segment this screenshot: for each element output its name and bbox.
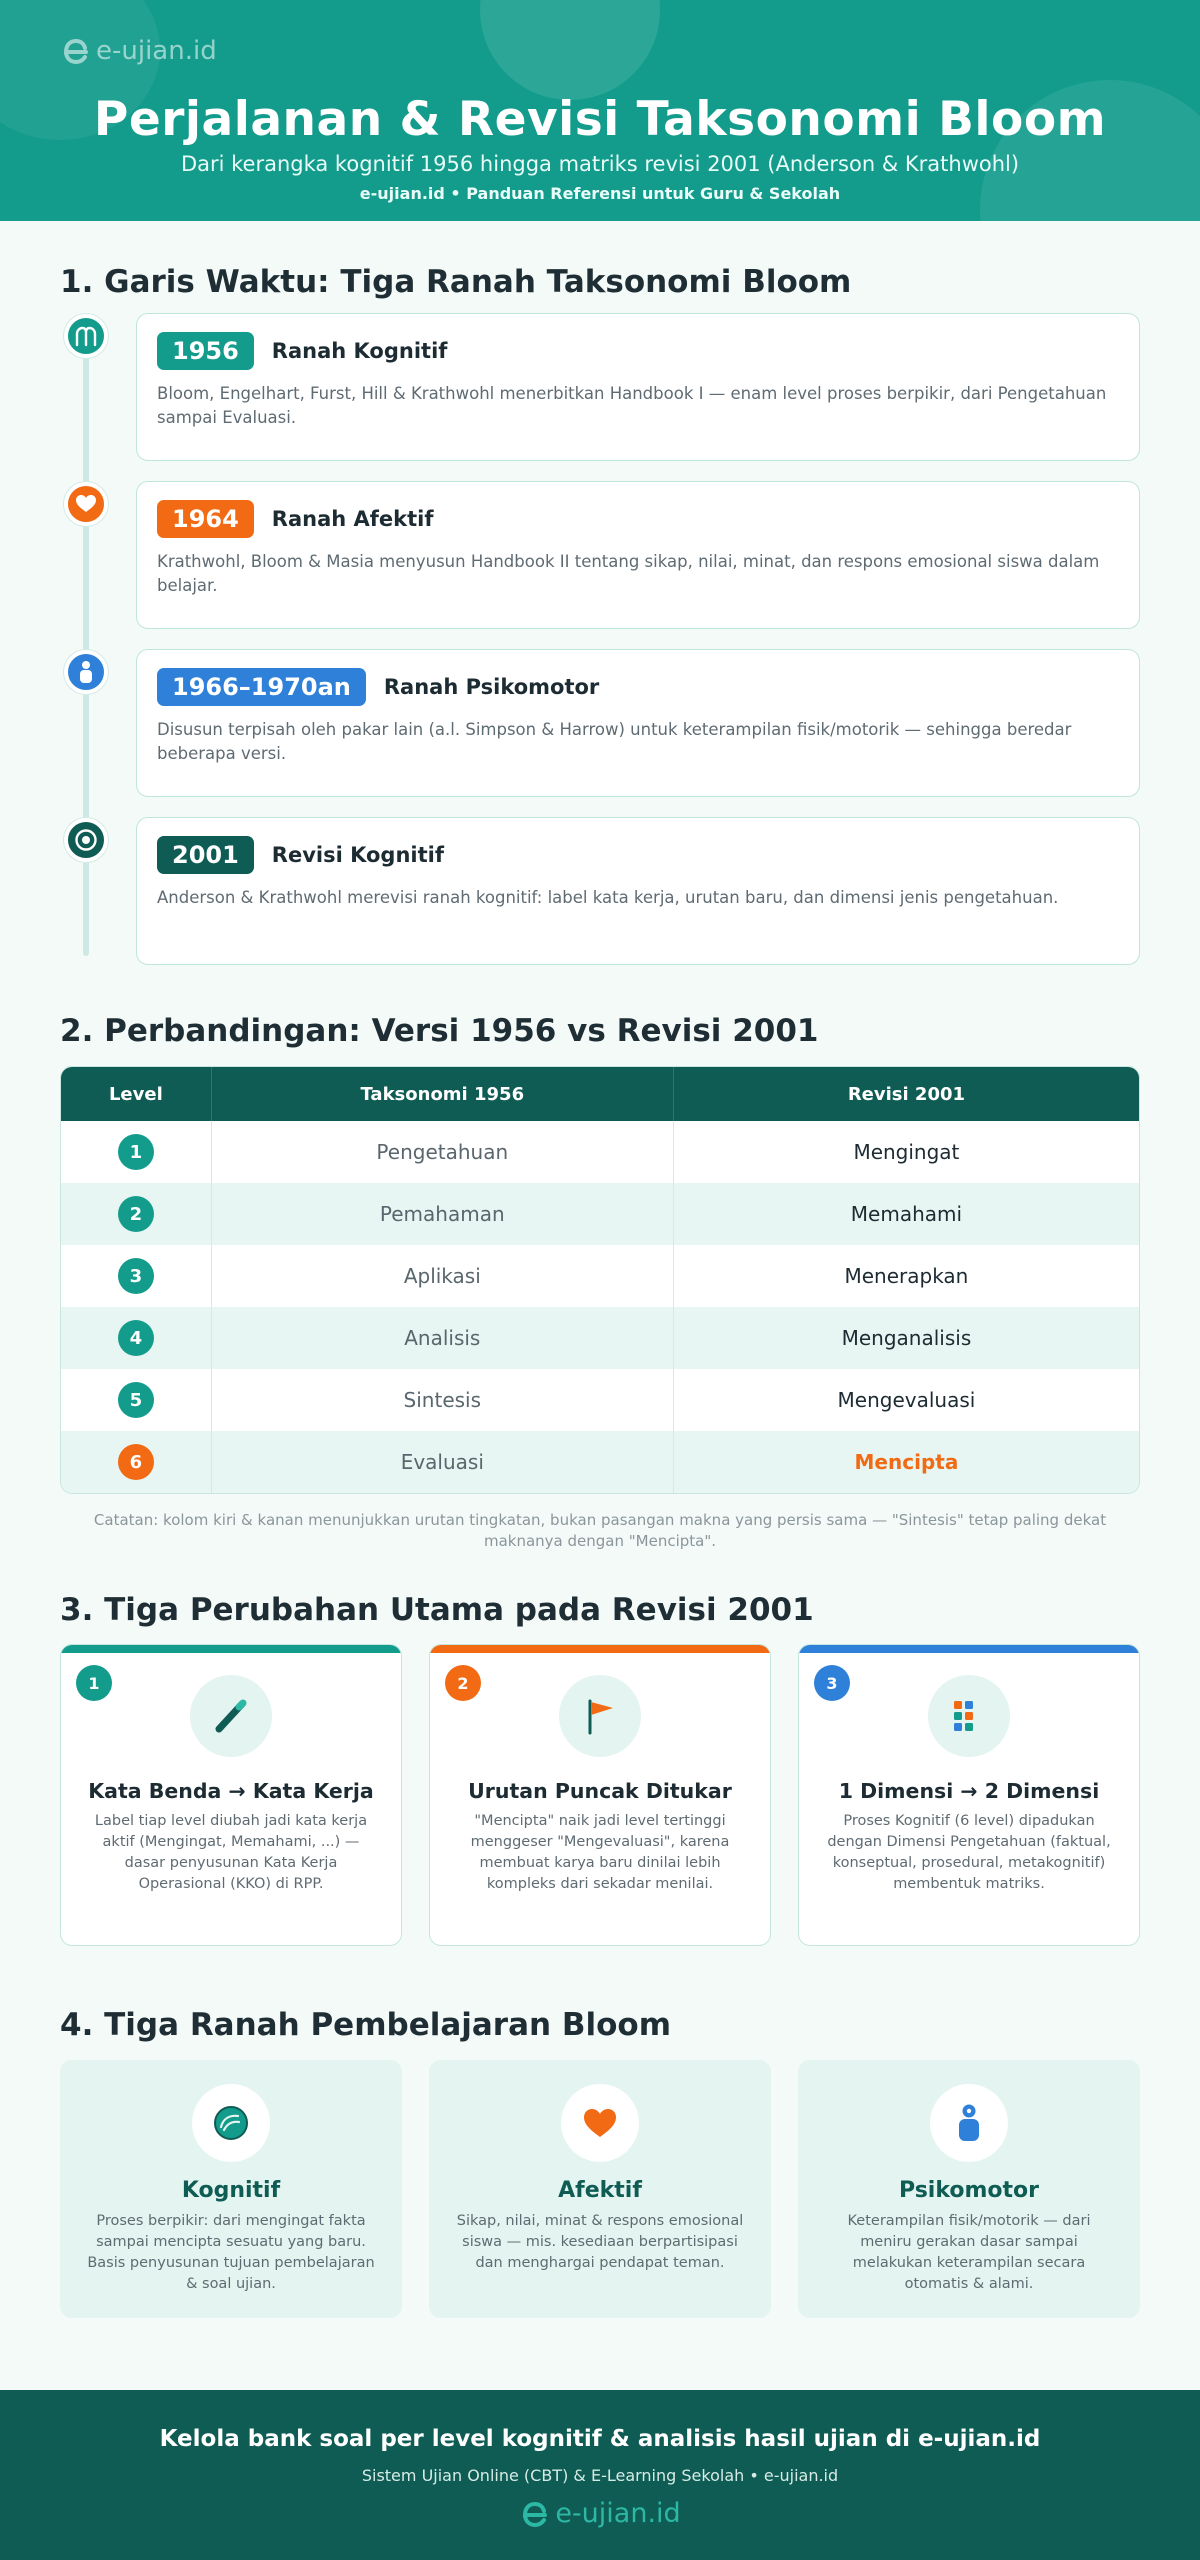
page-meta: e-ujian.id • Panduan Referensi untuk Guru & Sekolah bbox=[359, 184, 841, 203]
change-number-badge: 3 bbox=[814, 1665, 850, 1701]
brain-icon bbox=[73, 325, 99, 347]
change-number-badge: 1 bbox=[76, 1665, 112, 1701]
table-note: Catatan: kolom kiri & kanan menunjukkan urutan tingkatan, bukan pasangan makna yang persis sama — "Sintesis" tetap paling dekat maknanya dengan "Mencipta". bbox=[93, 1511, 1107, 1550]
cell-1956: Pengetahuan bbox=[212, 1121, 674, 1183]
level-badge: 4 bbox=[118, 1320, 154, 1356]
level-badge: 3 bbox=[118, 1258, 154, 1294]
footer-logo[interactable] bbox=[0, 2498, 1200, 2529]
table-header-level: Level bbox=[61, 1067, 212, 1121]
domain-card-psikomotor bbox=[798, 2060, 1140, 2318]
level-cell bbox=[61, 1121, 212, 1183]
table-header-row bbox=[61, 1067, 1139, 1121]
footer-subtitle: Sistem Ujian Online (CBT) & E-Learning Sekolah • e-ujian.id bbox=[361, 2466, 839, 2485]
cell-1956: Aplikasi bbox=[212, 1245, 674, 1307]
logo-text: e-ujian.id bbox=[96, 36, 217, 66]
level-badge: 2 bbox=[118, 1196, 154, 1232]
change-card-accent bbox=[61, 1645, 401, 1653]
person-icon bbox=[955, 2103, 983, 2143]
change-desc: "Mencipta" naik jadi level tertinggi menggeser "Mengevaluasi", karena membuat karya baru dinilai lebih kompleks dari sekadar menilai. bbox=[470, 1813, 730, 1892]
level-badge: 5 bbox=[118, 1382, 154, 1418]
level-cell bbox=[61, 1431, 212, 1493]
timeline-year-badge: 1956 bbox=[157, 332, 254, 370]
cell-2001: Mengevaluasi bbox=[837, 1388, 976, 1412]
heart-icon bbox=[582, 2107, 618, 2139]
table-row bbox=[61, 1307, 1139, 1369]
change-title: Kata Benda → Kata Kerja bbox=[88, 1779, 374, 1803]
domain-icon-circle bbox=[561, 2084, 639, 2162]
page-header bbox=[0, 0, 1200, 221]
comparison-table bbox=[60, 1066, 1140, 1494]
cell-2001: Mengingat bbox=[853, 1140, 960, 1164]
timeline-card bbox=[136, 481, 1140, 629]
page-subtitle: Dari kerangka kognitif 1956 hingga matriks revisi 2001 (Anderson & Krathwohl) bbox=[180, 152, 1020, 176]
domain-icon-circle bbox=[930, 2084, 1008, 2162]
timeline-dot-kognitif bbox=[64, 314, 108, 358]
timeline-dot-revisi bbox=[64, 818, 108, 862]
person-icon bbox=[77, 660, 95, 684]
domain-title: Afektif bbox=[558, 2178, 642, 2203]
table-row bbox=[61, 1431, 1139, 1493]
change-title: Urutan Puncak Ditukar bbox=[468, 1779, 732, 1803]
domain-card-kognitif bbox=[60, 2060, 402, 2318]
cell-1956: Evaluasi bbox=[212, 1431, 674, 1493]
timeline-item-desc: Bloom, Engelhart, Furst, Hill & Krathwohl menerbitkan Handbook I — enam level proses berpikir, dari Pengetahuan sampai Evaluasi. bbox=[157, 384, 1107, 427]
cell-1956: Pemahaman bbox=[212, 1183, 674, 1245]
table-header-1956: Taksonomi 1956 bbox=[212, 1067, 674, 1121]
domain-desc: Keterampilan fisik/motorik — dari meniru gerakan dasar sampai melakukan keterampilan secara otomatis & alami. bbox=[847, 2213, 1091, 2292]
change-card bbox=[798, 1644, 1140, 1946]
heart-icon bbox=[75, 494, 97, 514]
cell-2001: Menganalisis bbox=[841, 1326, 972, 1350]
level-cell bbox=[61, 1245, 212, 1307]
cell-1956: Analisis bbox=[212, 1307, 674, 1369]
header-decoration bbox=[480, 0, 660, 100]
change-card-accent bbox=[799, 1645, 1139, 1653]
change-icon-circle bbox=[559, 1675, 641, 1757]
change-icon-circle bbox=[190, 1675, 272, 1757]
level-cell bbox=[61, 1307, 212, 1369]
change-title: 1 Dimensi → 2 Dimensi bbox=[838, 1779, 1100, 1803]
timeline-item-desc: Disusun terpisah oleh pakar lain (a.l. Simpson & Harrow) untuk keterampilan fisik/motorik — sehingga beredar beberapa versi. bbox=[157, 720, 1072, 763]
table-row bbox=[61, 1245, 1139, 1307]
cell-2001: Menerapkan bbox=[844, 1264, 969, 1288]
timeline-item-title: Ranah Kognitif bbox=[271, 339, 448, 363]
cell-2001-highlight: Mencipta bbox=[854, 1450, 959, 1474]
change-icon-circle bbox=[928, 1675, 1010, 1757]
level-badge: 1 bbox=[118, 1134, 154, 1170]
change-desc: Proses Kognitif (6 level) dipadukan dengan Dimensi Pengetahuan (faktual, konseptual, prosedural, metakognitif) membentuk matriks. bbox=[827, 1813, 1111, 1892]
change-card bbox=[429, 1644, 771, 1946]
footer-title: Kelola bank soal per level kognitif & analisis hasil ujian di e-ujian.id bbox=[159, 2426, 1041, 2452]
domain-title: Psikomotor bbox=[898, 2178, 1040, 2203]
timeline-card bbox=[136, 817, 1140, 965]
change-card bbox=[60, 1644, 402, 1946]
domain-icon-circle bbox=[192, 2084, 270, 2162]
brain-icon bbox=[211, 2103, 251, 2143]
domain-desc: Sikap, nilai, minat & respons emosional siswa — mis. kesediaan berpartisipasi dan menghargai pendapat teman. bbox=[456, 2213, 744, 2271]
timeline-card bbox=[136, 649, 1140, 797]
table-row bbox=[61, 1183, 1139, 1245]
timeline-year-badge: 2001 bbox=[157, 836, 254, 874]
timeline-item-title: Revisi Kognitif bbox=[271, 843, 444, 867]
footer-logo-text: e-ujian.id bbox=[555, 2498, 681, 2529]
page-footer bbox=[0, 2390, 1200, 2560]
cell-2001: Memahami bbox=[850, 1202, 963, 1226]
grid-icon bbox=[952, 1699, 986, 1733]
pencil-icon bbox=[208, 1693, 254, 1739]
table-row bbox=[61, 1369, 1139, 1431]
section-title-domains: 4. Tiga Ranah Pembelajaran Bloom bbox=[60, 2007, 672, 2043]
timeline-item-title: Ranah Afektif bbox=[271, 507, 434, 531]
target-icon bbox=[74, 828, 98, 852]
timeline-item-title: Ranah Psikomotor bbox=[383, 675, 600, 699]
domain-desc: Proses berpikir: dari mengingat fakta sampai mencipta sesuatu yang baru. Basis penyusunan tujuan pembelajaran & soal ujian. bbox=[87, 2213, 375, 2292]
table-header-2001: Revisi 2001 bbox=[847, 1083, 966, 1105]
timeline-year-badge: 1964 bbox=[157, 500, 254, 538]
logo-icon bbox=[60, 36, 90, 66]
table-row bbox=[61, 1121, 1139, 1183]
domain-title: Kognitif bbox=[181, 2178, 281, 2203]
domain-card-afektif bbox=[429, 2060, 771, 2318]
logo-icon bbox=[519, 2499, 549, 2529]
change-card-accent bbox=[430, 1645, 770, 1653]
header-logo[interactable] bbox=[60, 36, 217, 66]
timeline-item-desc: Anderson & Krathwohl merevisi ranah kognitif: label kata kerja, urutan baru, dan dimensi jenis pengetahuan. bbox=[157, 888, 1059, 907]
change-number-badge: 2 bbox=[445, 1665, 481, 1701]
cell-1956: Sintesis bbox=[212, 1369, 674, 1431]
timeline-dot-afektif bbox=[64, 482, 108, 526]
page-title: Perjalanan & Revisi Taksonomi Bloom bbox=[93, 92, 1107, 147]
section-title-comparison: 2. Perbandingan: Versi 1956 vs Revisi 2001 bbox=[60, 1013, 819, 1049]
level-badge: 6 bbox=[118, 1444, 154, 1480]
level-cell bbox=[61, 1183, 212, 1245]
timeline-item-desc: Krathwohl, Bloom & Masia menyusun Handbook II tentang sikap, nilai, minat, dan respons emosional siswa dalam belajar. bbox=[157, 552, 1100, 595]
flag-icon bbox=[577, 1693, 623, 1739]
change-desc: Label tiap level diubah jadi kata kerja aktif (Mengingat, Memahami, ...) — dasar penyusunan Kata Kerja Operasional (KKO) di RPP. bbox=[94, 1813, 368, 1892]
timeline-line bbox=[83, 336, 89, 956]
level-cell bbox=[61, 1369, 212, 1431]
timeline-card bbox=[136, 313, 1140, 461]
section-title-timeline: 1. Garis Waktu: Tiga Ranah Taksonomi Bloom bbox=[60, 264, 852, 300]
section-title-changes: 3. Tiga Perubahan Utama pada Revisi 2001 bbox=[60, 1592, 814, 1628]
timeline-year-badge: 1966–1970an bbox=[157, 668, 366, 706]
timeline-dot-psikomotor bbox=[64, 650, 108, 694]
